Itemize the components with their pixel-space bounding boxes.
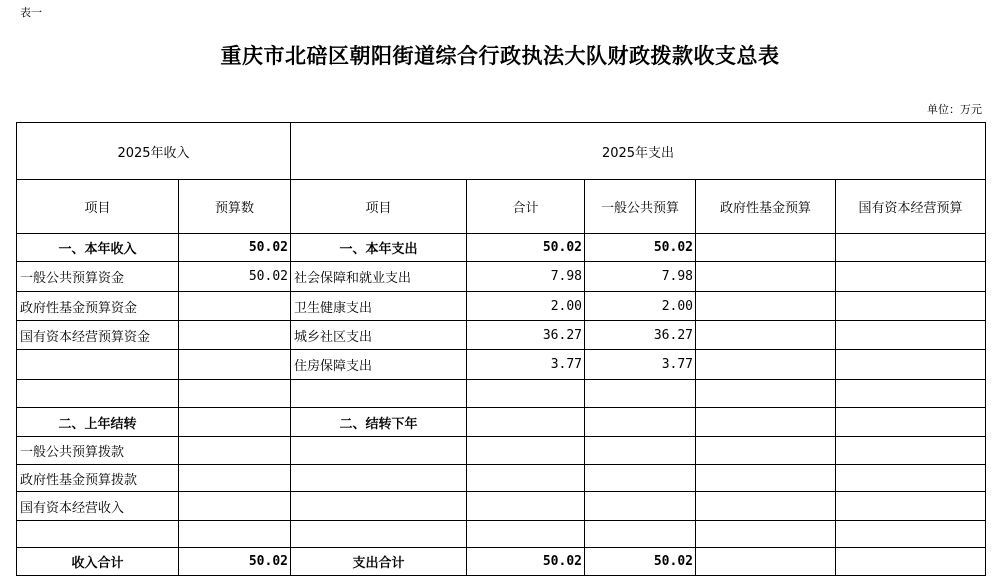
table-row — [17, 262, 986, 292]
expense-item-cell — [291, 437, 467, 465]
income-item-cell: 一、本年收入 — [17, 234, 179, 262]
col-header-total: 合计 — [467, 180, 585, 234]
table-row — [17, 465, 986, 492]
group-header-row — [17, 123, 986, 180]
income-value-cell — [179, 408, 291, 437]
general-budget-cell — [585, 408, 696, 437]
income-item-cell — [17, 521, 179, 548]
gov-fund-cell — [696, 234, 836, 262]
general-budget-cell: 7.98 — [585, 262, 696, 292]
income-item-cell: 一般公共预算拨款 — [17, 437, 179, 465]
general-budget-cell — [585, 437, 696, 465]
expense-total-cell: 3.77 — [467, 350, 585, 380]
general-budget-cell: 3.77 — [585, 350, 696, 380]
state-capital-cell — [836, 521, 986, 548]
gov-fund-cell — [696, 321, 836, 350]
income-item-cell: 一般公共预算资金 — [17, 262, 179, 292]
table-row — [17, 234, 986, 262]
income-value-cell — [179, 380, 291, 408]
state-capital-cell — [836, 380, 986, 408]
income-value-cell — [179, 437, 291, 465]
table-row — [17, 292, 986, 321]
income-item-cell — [17, 350, 179, 380]
expense-total-cell — [467, 465, 585, 492]
state-capital-cell — [836, 408, 986, 437]
gov-fund-cell — [696, 262, 836, 292]
gov-fund-cell — [696, 521, 836, 548]
budget-table — [16, 122, 986, 576]
general-budget-cell: 50.02 — [585, 548, 696, 576]
income-item-cell: 收入合计 — [17, 548, 179, 576]
general-budget-cell: 2.00 — [585, 292, 696, 321]
income-item-cell: 政府性基金预算拨款 — [17, 465, 179, 492]
expense-total-cell: 50.02 — [467, 234, 585, 262]
gov-fund-cell — [696, 465, 836, 492]
income-value-cell: 50.02 — [179, 234, 291, 262]
general-budget-cell — [585, 521, 696, 548]
table-row — [17, 350, 986, 380]
state-capital-cell — [836, 234, 986, 262]
income-value-cell — [179, 521, 291, 548]
table-row — [17, 548, 986, 576]
income-group-header: 2025年收入 — [17, 123, 291, 180]
general-budget-cell — [585, 492, 696, 521]
unit-label: 单位：万元 — [927, 103, 982, 116]
expense-total-cell — [467, 380, 585, 408]
col-header-gov-fund: 政府性基金预算 — [696, 180, 836, 234]
expense-total-cell: 50.02 — [467, 548, 585, 576]
expense-item-cell: 住房保障支出 — [291, 350, 467, 380]
expense-total-cell — [467, 437, 585, 465]
state-capital-cell — [836, 437, 986, 465]
gov-fund-cell — [696, 437, 836, 465]
col-header-income-item: 项目 — [17, 180, 179, 234]
income-value-cell — [179, 321, 291, 350]
expense-total-cell — [467, 492, 585, 521]
general-budget-cell — [585, 380, 696, 408]
income-item-cell: 二、上年结转 — [17, 408, 179, 437]
expense-item-cell: 城乡社区支出 — [291, 321, 467, 350]
gov-fund-cell — [696, 350, 836, 380]
table-row — [17, 408, 986, 437]
income-item-cell: 国有资本经营收入 — [17, 492, 179, 521]
table-row — [17, 380, 986, 408]
expense-item-cell — [291, 380, 467, 408]
income-item-cell — [17, 380, 179, 408]
gov-fund-cell — [696, 548, 836, 576]
income-value-cell — [179, 350, 291, 380]
expense-item-cell — [291, 492, 467, 521]
state-capital-cell — [836, 292, 986, 321]
expense-item-cell — [291, 465, 467, 492]
page-title: 重庆市北碚区朝阳街道综合行政执法大队财政拨款收支总表 — [220, 43, 780, 68]
expense-total-cell: 2.00 — [467, 292, 585, 321]
income-value-cell — [179, 292, 291, 321]
col-header-budget: 预算数 — [179, 180, 291, 234]
gov-fund-cell — [696, 292, 836, 321]
expense-item-cell: 一、本年支出 — [291, 234, 467, 262]
expense-item-cell: 社会保障和就业支出 — [291, 262, 467, 292]
gov-fund-cell — [696, 380, 836, 408]
table-row — [17, 492, 986, 521]
expense-item-cell: 卫生健康支出 — [291, 292, 467, 321]
table-row — [17, 521, 986, 548]
expense-total-cell: 7.98 — [467, 262, 585, 292]
table-row — [17, 321, 986, 350]
state-capital-cell — [836, 350, 986, 380]
state-capital-cell — [836, 548, 986, 576]
expense-item-cell — [291, 521, 467, 548]
general-budget-cell: 50.02 — [585, 234, 696, 262]
state-capital-cell — [836, 465, 986, 492]
state-capital-cell — [836, 262, 986, 292]
column-header-row — [17, 180, 986, 234]
col-header-expense-item: 项目 — [291, 180, 467, 234]
income-value-cell: 50.02 — [179, 548, 291, 576]
income-value-cell — [179, 492, 291, 521]
col-header-state-capital: 国有资本经营预算 — [836, 180, 986, 234]
general-budget-cell — [585, 465, 696, 492]
expense-item-cell: 二、结转下年 — [291, 408, 467, 437]
income-item-cell: 政府性基金预算资金 — [17, 292, 179, 321]
table-number-tag: 表一 — [20, 6, 42, 19]
general-budget-cell: 36.27 — [585, 321, 696, 350]
gov-fund-cell — [696, 492, 836, 521]
gov-fund-cell — [696, 408, 836, 437]
expense-group-header: 2025年支出 — [291, 123, 986, 180]
table-row — [17, 437, 986, 465]
expense-total-cell: 36.27 — [467, 321, 585, 350]
income-item-cell: 国有资本经营预算资金 — [17, 321, 179, 350]
col-header-general-budget: 一般公共预算 — [585, 180, 696, 234]
state-capital-cell — [836, 492, 986, 521]
expense-item-cell: 支出合计 — [291, 548, 467, 576]
expense-total-cell — [467, 521, 585, 548]
state-capital-cell — [836, 321, 986, 350]
expense-total-cell — [467, 408, 585, 437]
income-value-cell: 50.02 — [179, 262, 291, 292]
income-value-cell — [179, 465, 291, 492]
